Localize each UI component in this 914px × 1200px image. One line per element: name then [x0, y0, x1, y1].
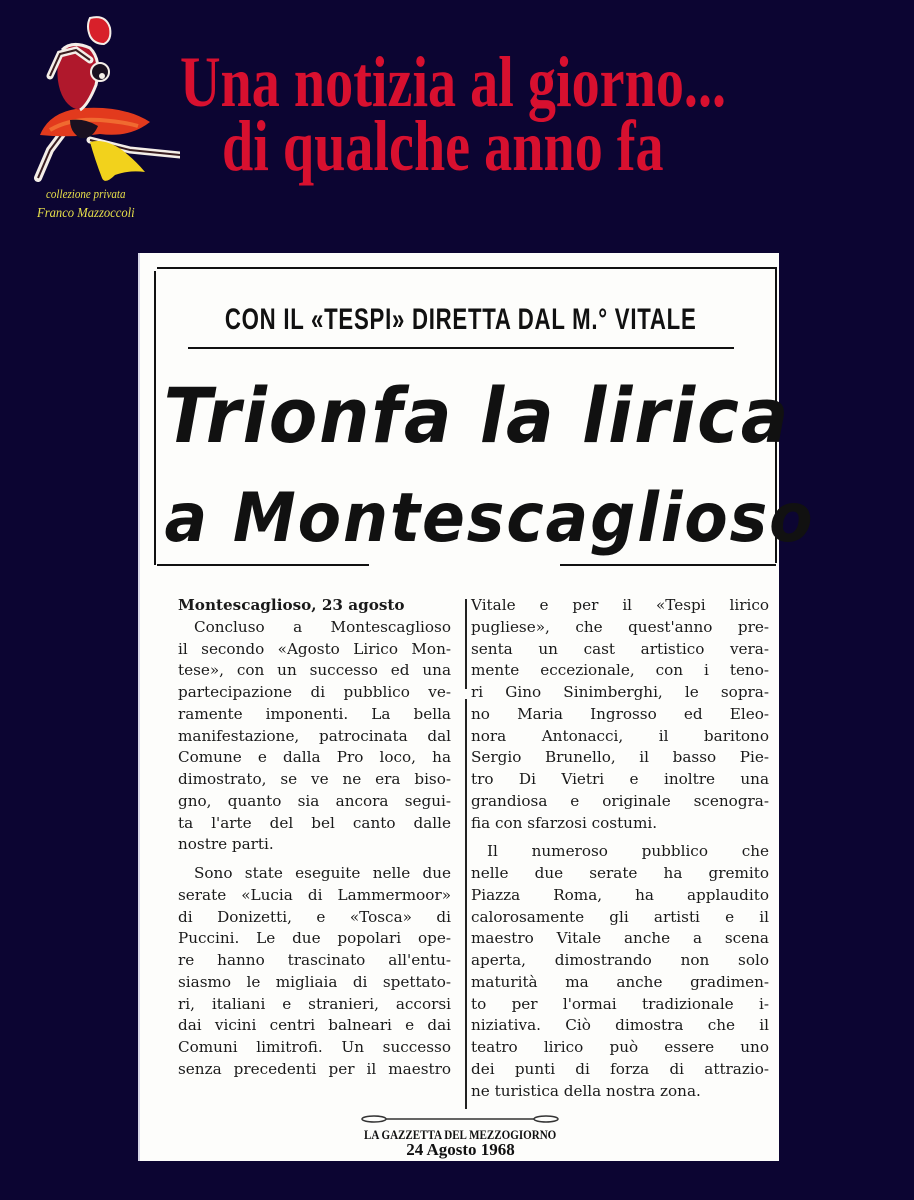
text-line: mente eccezionale, con i teno- [471, 661, 769, 680]
text-line: dai vicini centri balneari e dai [178, 1016, 451, 1035]
text-line: pugliese», che quest'anno pre- [471, 617, 769, 636]
text-line: no Maria Ingrosso ed Eleo- [471, 704, 769, 723]
ornament-rule [360, 1115, 560, 1123]
text-line: ne turistica della nostra zona. [471, 1081, 701, 1100]
text-line: ta l'arte del bel canto dalle [178, 813, 451, 832]
logo [10, 10, 180, 225]
newspaper-source-text: LA GAZZETTA DEL MEZZOGIORNO [364, 1127, 557, 1142]
text-line: di Donizetti, e «Tosca» di [178, 907, 451, 926]
text-line: Concluso a Montescaglioso [194, 617, 451, 636]
text-line: teatro lirico può essere uno [471, 1038, 769, 1056]
text-line: nora Antonacci, il baritono [471, 726, 769, 745]
text-line: Sergio Brunello, il basso Pie- [471, 748, 769, 767]
text-line: partecipazione di pubblico ve- [178, 683, 451, 701]
text-line: siasmo le migliaia di spettato- [178, 972, 451, 991]
text-line: Comuni limitrofi. Un successo [178, 1038, 451, 1056]
column-divider-bottom [465, 699, 467, 1109]
text-line: serate «Lucia di Lammermoor» [178, 885, 451, 904]
article-headline-line2 [140, 479, 815, 559]
kicker-underline [188, 347, 734, 349]
headline-line1-text: Trionfa la lirica [163, 371, 791, 460]
logo-caption-owner: Franco Mazzoccoli [37, 206, 135, 221]
text-line: maturità ma anche gradimen- [471, 972, 769, 991]
text-line: il secondo «Agosto Lirico Mon- [178, 639, 451, 658]
header-frame-bottom-right [560, 564, 776, 566]
text-line: senta un cast artistico vera- [471, 639, 769, 658]
text-line: maestro Vitale anche a scena [471, 929, 769, 948]
dancer-illustration-icon [10, 10, 180, 190]
headline-line2-text: a Montescaglioso [164, 479, 815, 558]
logo-caption-collection: collezione privata [46, 186, 126, 201]
article-column-right [471, 595, 769, 1102]
article-headline-line1 [140, 371, 791, 461]
text-line: grandiosa e originale scenogra- [471, 791, 769, 810]
banner-title-line2: di qualche anno fa [222, 106, 664, 186]
text-line: nostre parti. [178, 835, 274, 854]
article-kicker [140, 303, 781, 337]
text-line: ramente imponenti. La bella [178, 704, 451, 723]
text-line: to per l'ormai tradizionale i- [471, 994, 769, 1013]
text-line: dei punti di forza di attrazio- [471, 1059, 769, 1078]
text-line: senza precedenti per il maestro [178, 1059, 451, 1078]
text-line: Il numeroso pubblico che [487, 842, 769, 861]
text-line: Sono state eseguite nelle due [194, 864, 451, 882]
publication-date: 24 Agosto 1968 [406, 1140, 515, 1159]
header-frame-top [157, 267, 777, 269]
text-line: aperta, dimostrando non solo [471, 951, 769, 969]
text-line: Comune e dalla Pro loco, ha [178, 748, 451, 767]
text-line: tese», con un successo ed una [178, 661, 451, 680]
text-line: Piazza Roma, ha applaudito [471, 885, 769, 904]
text-line: Puccini. Le due popolari ope- [178, 929, 451, 948]
newspaper-clipping [138, 253, 815, 1161]
article-kicker-text: CON IL «TESPI» DIRETTA DAL M.° VITALE [224, 303, 697, 336]
text-line: manifestazione, patrocinata dal [178, 726, 451, 745]
article-dateline: Montescaglioso, 23 agosto [178, 596, 405, 614]
header-frame-bottom-left [157, 564, 369, 566]
text-line: re hanno trascinato all'entu- [178, 951, 451, 969]
column-divider-top [465, 599, 467, 689]
text-line: gno, quanto sia ancora segui- [178, 791, 451, 810]
article-column-left [178, 595, 451, 1081]
text-line: ri Gino Sinimberghi, le sopra- [471, 683, 769, 701]
text-line: tro Di Vietri e inoltre una [471, 770, 769, 788]
text-line: nelle due serate ha gremito [471, 864, 769, 882]
text-line: dimostrato, se ve ne era biso- [178, 770, 451, 788]
text-line: calorosamente gli artisti e il [471, 907, 769, 926]
text-line: niziativa. Ciò dimostra che il [471, 1016, 769, 1035]
text-line: Vitale e per il «Tespi lirico [471, 596, 769, 614]
text-line: fia con sfarzosi costumi. [471, 813, 658, 832]
banner-title-line1: Una notizia al giorno... [180, 42, 727, 122]
text-line: ri, italiani e stranieri, accorsi [178, 994, 451, 1013]
